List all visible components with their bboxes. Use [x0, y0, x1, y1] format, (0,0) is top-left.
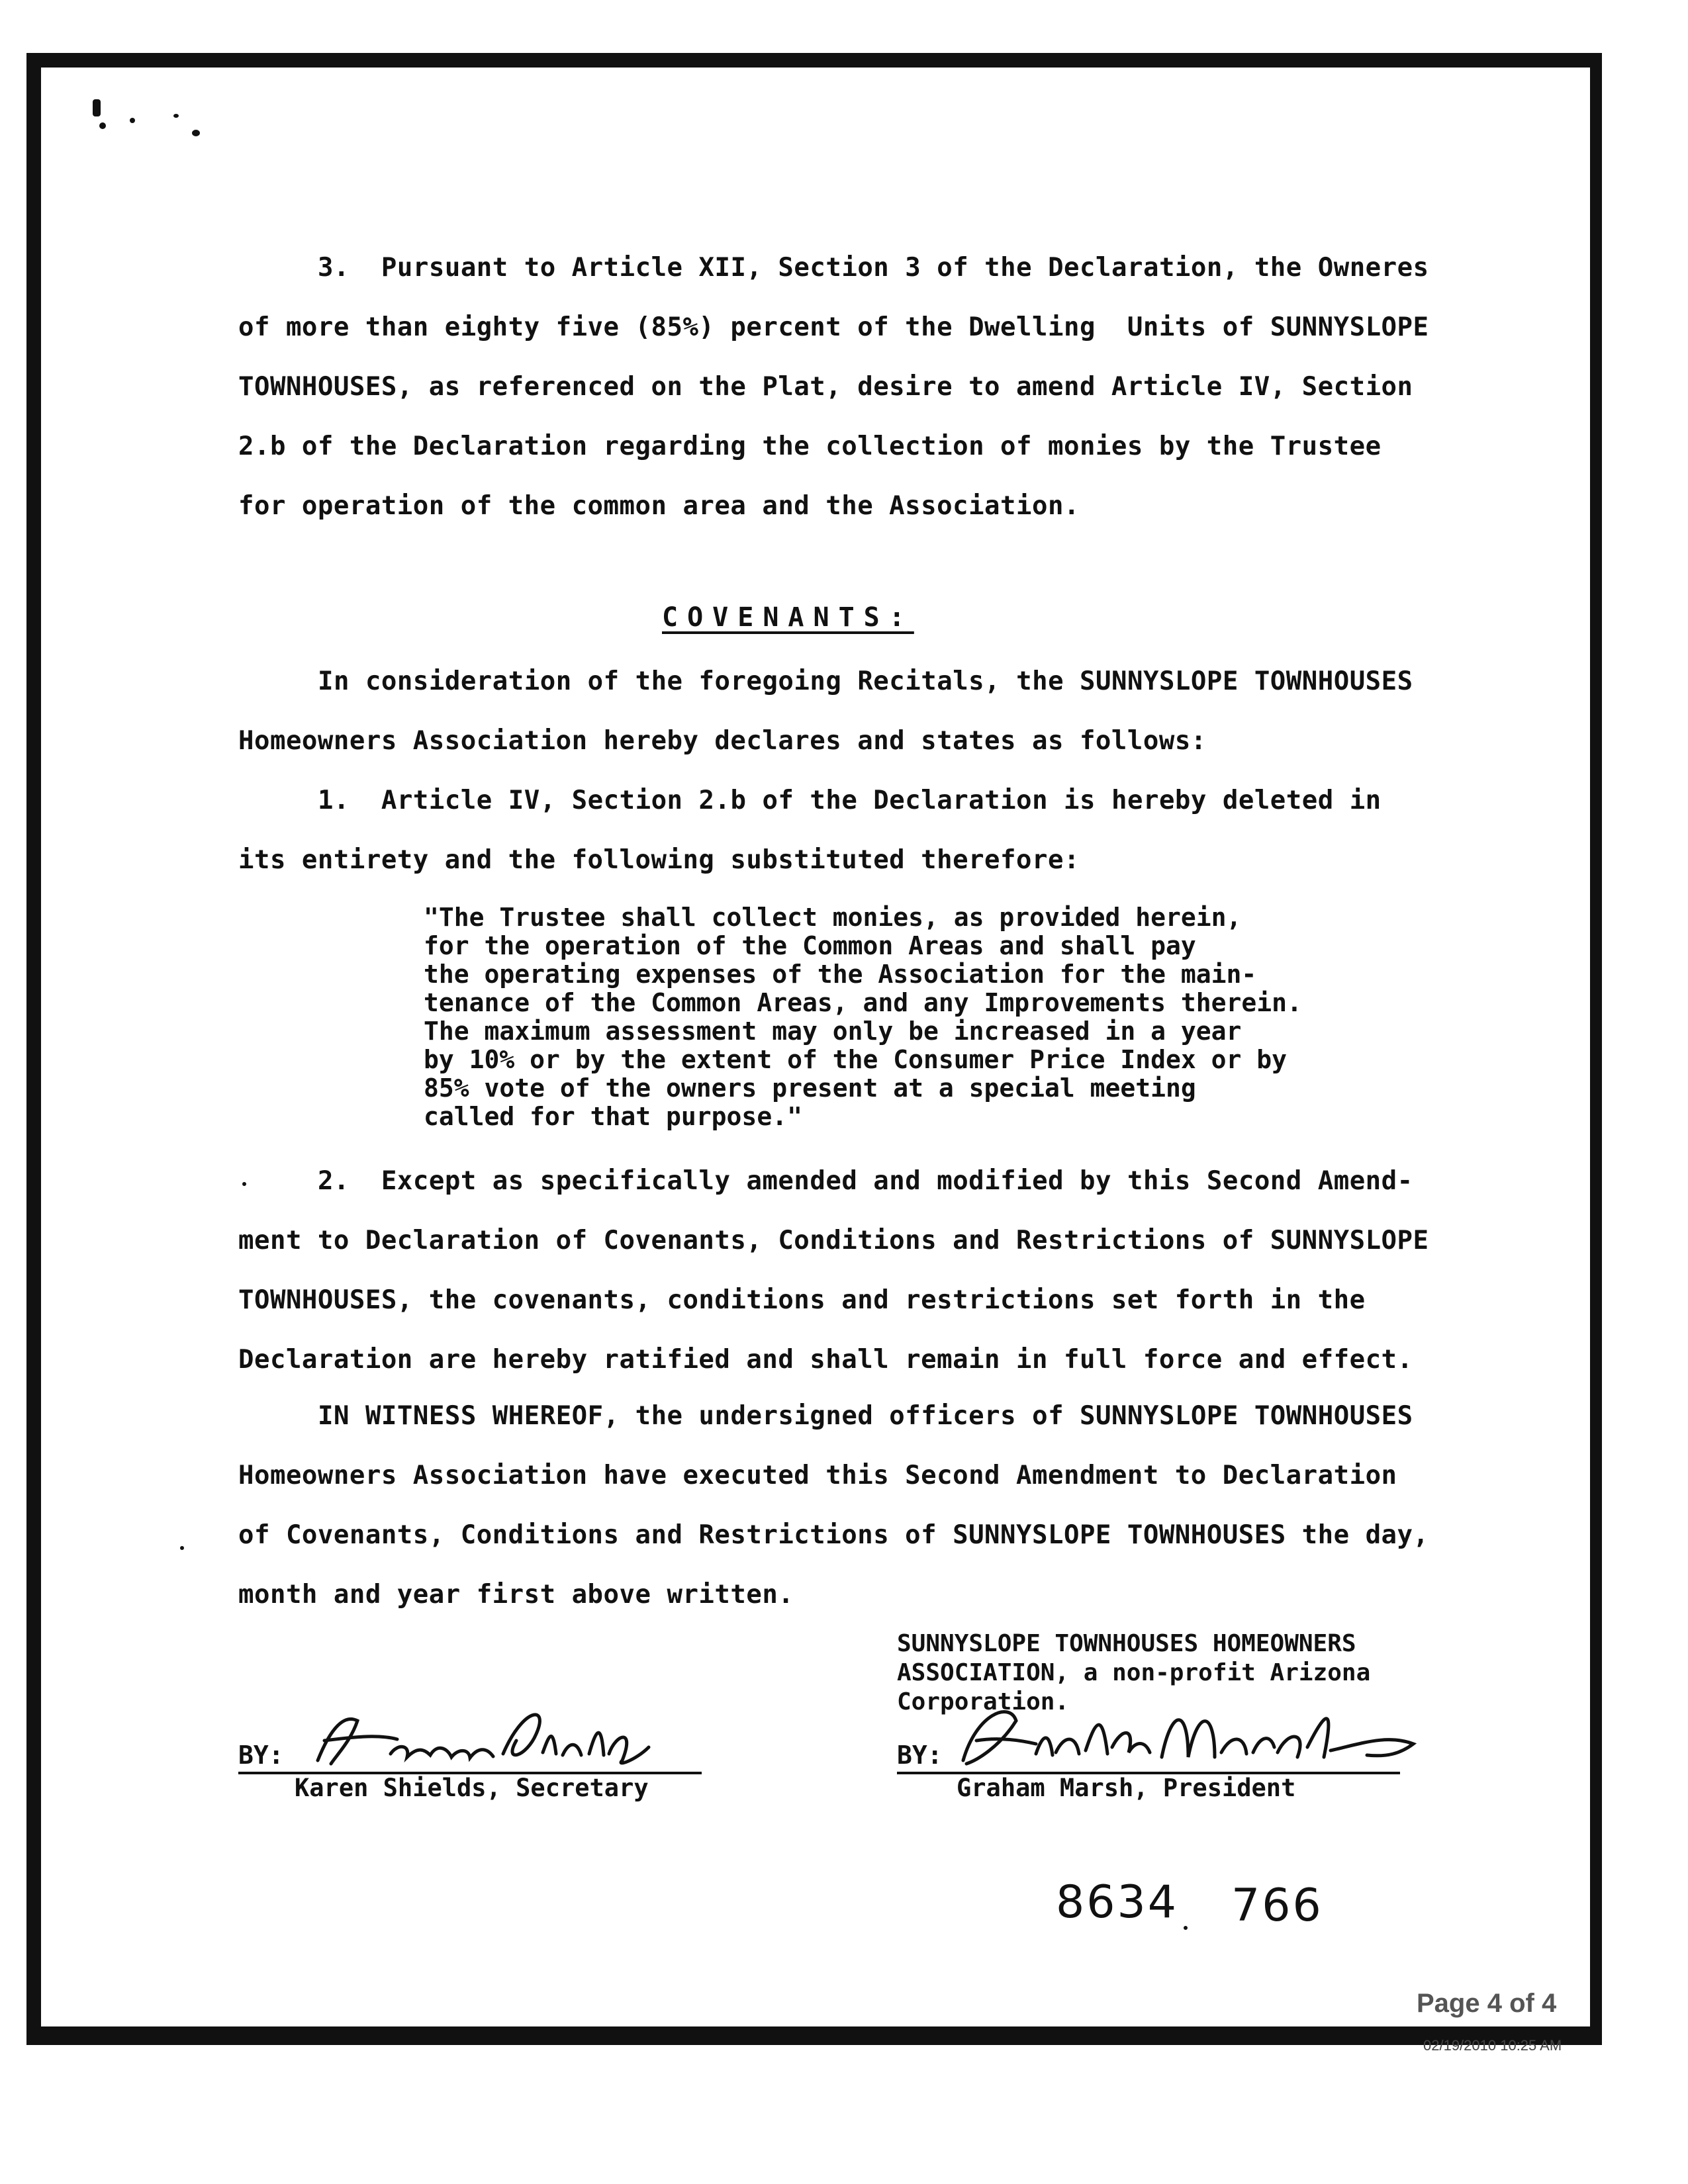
scan-speck	[93, 99, 101, 116]
by-label: BY:	[897, 1741, 943, 1770]
covenants-heading: COVENANTS:	[662, 602, 914, 633]
scan-speck	[180, 1546, 184, 1550]
text-line: 1. Article IV, Section 2.b of the Declaration is hereby deleted in	[318, 786, 1382, 815]
scan-speck	[1595, 711, 1601, 723]
recording-book-number: 8634	[1056, 1876, 1179, 1929]
text-line: In consideration of the foregoing Recitals, the SUNNYSLOPE TOWNHOUSES	[318, 666, 1413, 696]
quote-line: "The Trustee shall collect monies, as provided herein,	[424, 903, 1242, 932]
item-2-paragraph	[238, 1152, 1443, 1390]
quote-line: by 10% or by the extent of the Consumer Price Index or by	[424, 1045, 1288, 1074]
text-line: 3. Pursuant to Article XII, Section 3 of the Declaration, the Owneres	[318, 253, 1429, 283]
text-line: SUNNYSLOPE TOWNHOUSES HOMEOWNERS	[897, 1630, 1356, 1657]
scan-speck	[99, 122, 106, 129]
recording-page-number: 766	[1231, 1880, 1323, 1932]
scan-speck	[192, 130, 200, 136]
text-line: Homeowners Association have executed this Second Amendment to Declaration	[238, 1461, 1397, 1490]
text-line: Homeowners Association hereby declares and states as follows:	[238, 726, 1207, 756]
text-line: IN WITNESS WHEREOF, the undersigned officers of SUNNYSLOPE TOWNHOUSES	[318, 1401, 1413, 1431]
president-signature	[937, 1694, 1427, 1780]
print-timestamp: 02/19/2010 10:25 AM	[1423, 2037, 1562, 2054]
scan-speck	[130, 118, 135, 123]
secretary-signature	[305, 1701, 675, 1780]
by-label: BY:	[238, 1741, 284, 1770]
text-line: of more than eighty five (85%) percent of the Dwelling Units of SUNNYSLOPE	[238, 312, 1429, 342]
quote-line: The maximum assessment may only be increased in a year	[424, 1017, 1242, 1046]
quote-line: 85% vote of the owners present at a special meeting	[424, 1073, 1196, 1103]
substituted-text-quote	[424, 903, 1302, 1131]
text-line: 2.b of the Declaration regarding the collection of monies by the Trustee	[238, 432, 1382, 461]
president-name-title: Graham Marsh, President	[957, 1774, 1296, 1802]
page-number-label: Page 4 of 4	[1417, 1989, 1557, 2018]
recital-3-paragraph	[238, 238, 1443, 536]
quote-line: tenance of the Common Areas, and any Improvements therein.	[424, 988, 1302, 1017]
text-line: ment to Declaration of Covenants, Conditions and Restrictions of SUNNYSLOPE	[238, 1226, 1429, 1255]
text-line: TOWNHOUSES, the covenants, conditions and restrictions set forth in the	[238, 1285, 1366, 1315]
text-line: 2. Except as specifically amended and modified by this Second Amend-	[318, 1166, 1413, 1196]
secretary-name-title: Karen Shields, Secretary	[295, 1774, 649, 1802]
quote-line: for the operation of the Common Areas and shall pay	[424, 931, 1196, 960]
text-line: ASSOCIATION, a non-profit Arizona	[897, 1659, 1371, 1686]
covenants-intro-paragraph	[238, 652, 1443, 890]
text-line: Corporation.	[897, 1688, 1070, 1715]
scan-speck	[1184, 1926, 1188, 1930]
text-line: for operation of the common area and the Association.	[238, 491, 1080, 521]
president-signature-block	[897, 1701, 1427, 1807]
text-line: of Covenants, Conditions and Restrictions of SUNNYSLOPE TOWNHOUSES the day,	[238, 1520, 1429, 1550]
quote-line: the operating expenses of the Association for the main-	[424, 960, 1257, 989]
text-line: month and year first above written.	[238, 1580, 794, 1610]
text-line: Declaration are hereby ratified and shall remain in full force and effect.	[238, 1345, 1413, 1375]
text-line: TOWNHOUSES, as referenced on the Plat, desire to amend Article IV, Section	[238, 372, 1413, 402]
witness-paragraph	[238, 1387, 1443, 1625]
scan-speck	[173, 114, 179, 118]
quote-line: called for that purpose."	[424, 1102, 802, 1131]
text-line: its entirety and the following substituted therefore:	[238, 845, 1080, 875]
secretary-signature-block	[238, 1701, 702, 1807]
